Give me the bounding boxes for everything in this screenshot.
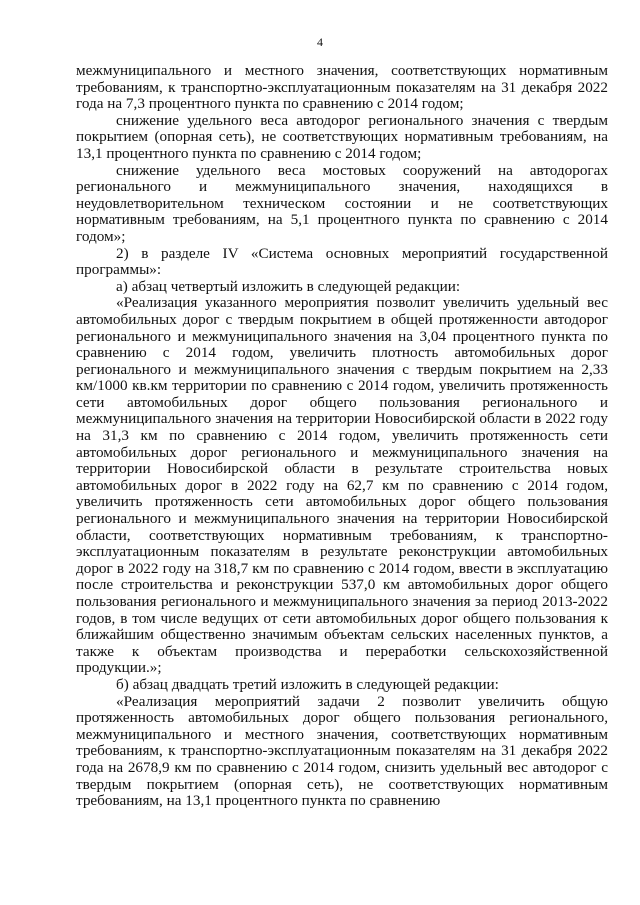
paragraph-item: 2) в разделе IV «Система основных мероприятий государственной программы»:: [76, 244, 608, 279]
paragraph-item: «Реализация указанного мероприятия позволит увеличить удельный вес автомобильных дорог с твердым покрытием в общей протяженности автодорог регионального и межмуниципального значения на 3,04 процентного пункта по сравнению с 2014 годом, увеличить плотность автомобильных дорог регионального и межмуниципального значения с твердым покрытием на 2,33 км/1000 кв.км территории по сравнению с 2014 годом, увеличить протяженность сети автомобильных дорог общего пользования регионального и межмуниципального значения на территории Новосибирской области в 2022 году на 31,3 км по сравнению с 2014 годом, увеличить протяженность сети автомобильных дорог регионального и межмуниципального значения на территории Новосибирской области в результате строительства новых автомобильных дорог в 2022 году на 62,7 км по сравнению с 2014 годом, увеличить протяженность сети автомобильных дорог общего пользования регионального и межмуниципального значения на территории Новосибирской области, соответствующих нормативным требованиям, к транспортно-эксплуатационным показателям в результате реконструкции автомобильных дорог в 2022 году на 318,7 км по сравнению с 2014 годом, ввести в эксплуатацию после строительства и реконструкции 537,0 км автомобильных дорог общего пользования регионального и межмуниципального значения за период 2013-2022 годов, в том числе ведущих от сети автомобильных дорог общего пользования к ближайшим общественно значимым объектам сельских населенных пунктов, а также к объектам производства и переработки сельскохозяйственной продукции.»;: [76, 294, 608, 677]
paragraph-item: а) абзац четвертый изложить в следующей редакции:: [116, 277, 461, 295]
paragraph-item: б) абзац двадцать третий изложить в следующей редакции:: [116, 675, 499, 693]
paragraph-item: снижение удельного веса мостовых сооружений на автодорогах регионального и межмуниципального значения, находящихся в неудовлетворительном техническом состоянии и не соответствующих нормативным требованиям, на 5,1 процентного пункта по сравнению с 2014 годом»;: [76, 161, 608, 245]
paragraph-item: снижение удельного веса автодорог регионального значения с твердым покрытием (опорная сеть), не соответствующих нормативным требованиям, на 13,1 процентного пункта по сравнению с 2014 годом;: [76, 111, 608, 162]
page-number: 4: [317, 35, 323, 49]
paragraph-continued: межмуниципального и местного значения, соответствующих нормативным требованиям, к транспортно-эксплуатационным показателям на 31 декабря 2022 года на 7,3 процентного пункта по сравнению с 2014 годом;: [76, 62, 608, 113]
document-body: [76, 63, 608, 810]
paragraph-item: «Реализация мероприятий задачи 2 позволит увеличить общую протяженность автомобильных дорог общего пользования регионального, межмуниципального и местного значения, соответствующих нормативным требованиям, к транспортно-эксплуатационным показателям на 31 декабря 2022 года на 2678,9 км по сравнению с 2014 годом, снизить удельный вес автодорог с твердым покрытием (опорная сеть), не соответствующих нормативным требованиям, на 13,1 процентного пункта по сравнению: [76, 692, 608, 810]
